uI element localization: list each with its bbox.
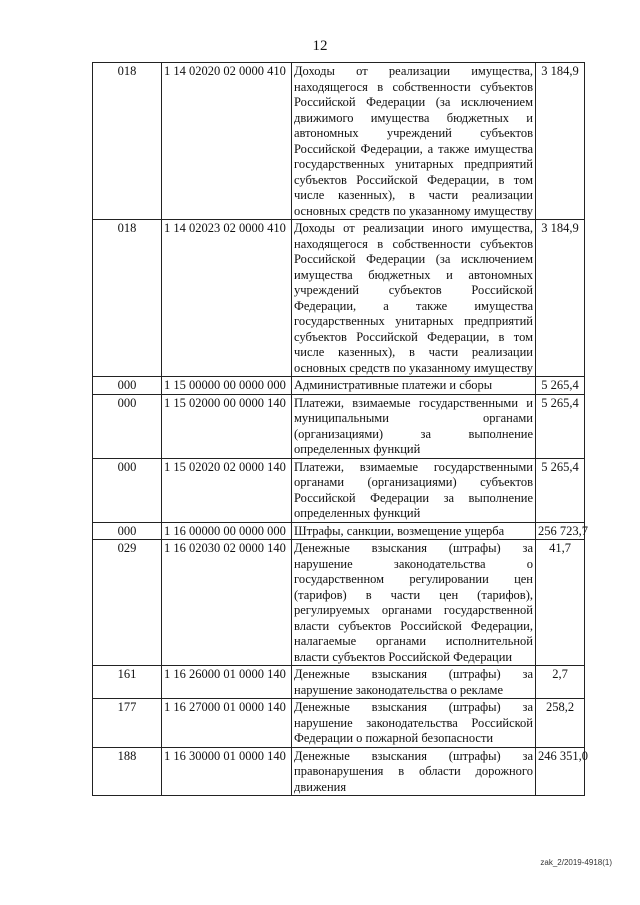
admin-code-cell: 000: [93, 458, 162, 522]
admin-code-cell: 000: [93, 394, 162, 458]
amount-cell: 246 351,0: [536, 747, 585, 796]
document-footer-code: zak_2/2019-4918(1): [540, 858, 612, 867]
admin-code-cell: 000: [93, 377, 162, 395]
budget-classification-code-cell: 1 16 26000 01 0000 140: [162, 666, 292, 699]
table-body: [93, 63, 588, 796]
admin-code-cell: 000: [93, 522, 162, 540]
revenue-name-cell: Доходы от реализации иного имущества, находящегося в собственности субъектов Российской Федерации (за исключением имущества бюджетных и автономных учреждений субъектов Российской Федерации, а также имущества государственных унитарных предприятий субъектов Российской Федерации, в том числе казенных), в части реализации основных средств по указанному имуществу: [292, 220, 536, 377]
revenue-name-cell: Денежные взыскания (штрафы) за правонарушения в области дорожного движения: [292, 747, 536, 796]
table-row: [93, 377, 585, 395]
amount-cell: 256 723,7: [536, 522, 585, 540]
admin-code-cell: 029: [93, 540, 162, 666]
admin-code-cell: 161: [93, 666, 162, 699]
revenue-name-cell: Штрафы, санкции, возмещение ущерба: [292, 522, 536, 540]
revenue-name-cell: Платежи, взимаемые государственными органами (организациями) субъектов Российской Федерации за выполнение определенных функций: [292, 458, 536, 522]
page-number: 12: [312, 38, 328, 54]
amount-cell: 3 184,9: [536, 220, 585, 377]
amount-cell: 5 265,4: [536, 458, 585, 522]
revenue-name-cell: Денежные взыскания (штрафы) за нарушение законодательства о государственном регулировании цен (тарифов) в части цен (тарифов), регулируемых органами государственной власти субъектов Российской Федерации, налагаемые органами исполнительной власти субъектов Российской Федерации: [292, 540, 536, 666]
revenue-name-cell: Денежные взыскания (штрафы) за нарушение законодательства Российской Федерации о пожарной безопасности: [292, 699, 536, 748]
budget-classification-code-cell: 1 16 00000 00 0000 000: [162, 522, 292, 540]
amount-cell: 41,7: [536, 540, 585, 666]
table-row: [93, 540, 585, 666]
amount-cell: 2,7: [536, 666, 585, 699]
budget-classification-code-cell: 1 14 02023 02 0000 410: [162, 220, 292, 377]
budget-classification-code-cell: 1 16 02030 02 0000 140: [162, 540, 292, 666]
revenue-name-cell: Платежи, взимаемые государственными и муниципальными органами (организациями) за выполнение определенных функций: [292, 394, 536, 458]
table-row: [93, 666, 585, 699]
revenue-name-cell: Денежные взыскания (штрафы) за нарушение законодательства о рекламе: [292, 666, 536, 699]
budget-classification-code-cell: 1 14 02020 02 0000 410: [162, 63, 292, 220]
amount-cell: 258,2: [536, 699, 585, 748]
revenue-name-cell: Доходы от реализации имущества, находящегося в собственности субъектов Российской Федерации (за исключением движимого имущества бюджетных и автономных учреждений субъектов Российской Федерации, а также имущества государственных унитарных предприятий субъектов Российской Федерации, в том числе казенных), в части реализации основных средств по указанному имуществу: [292, 63, 536, 220]
table-row: [93, 220, 585, 377]
admin-code-cell: 018: [93, 220, 162, 377]
admin-code-cell: 018: [93, 63, 162, 220]
budget-classification-code-cell: 1 16 30000 01 0000 140: [162, 747, 292, 796]
admin-code-cell: 188: [93, 747, 162, 796]
amount-cell: 5 265,4: [536, 377, 585, 395]
table-row: [93, 699, 585, 748]
budget-classification-code-cell: 1 15 02020 02 0000 140: [162, 458, 292, 522]
table-row: [93, 522, 585, 540]
table-row: [93, 747, 585, 796]
revenue-name-cell: Административные платежи и сборы: [292, 377, 536, 395]
budget-classification-code-cell: 1 15 00000 00 0000 000: [162, 377, 292, 395]
table-row: [93, 394, 585, 458]
amount-cell: 5 265,4: [536, 394, 585, 458]
amount-cell: 3 184,9: [536, 63, 585, 220]
budget-revenue-table: [92, 62, 588, 796]
table-row: [93, 458, 585, 522]
budget-classification-code-cell: 1 15 02000 00 0000 140: [162, 394, 292, 458]
admin-code-cell: 177: [93, 699, 162, 748]
table-row: [93, 63, 585, 220]
budget-classification-code-cell: 1 16 27000 01 0000 140: [162, 699, 292, 748]
